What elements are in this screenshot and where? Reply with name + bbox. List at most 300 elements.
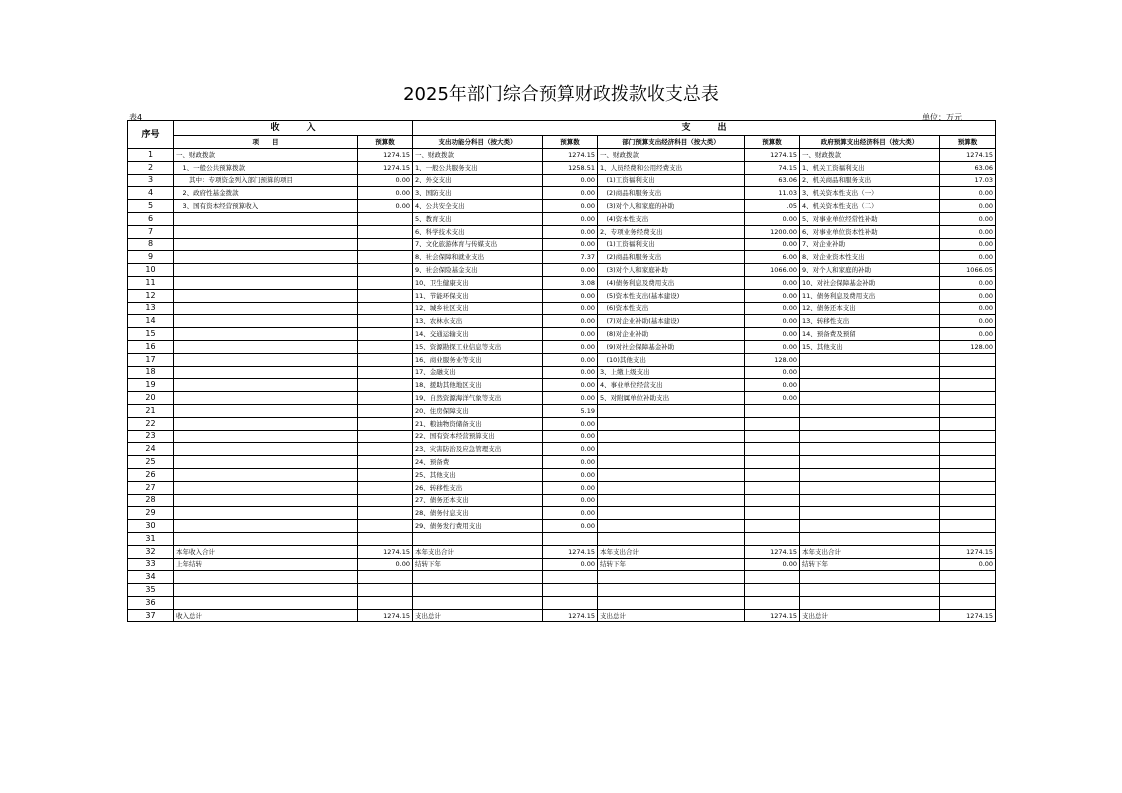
func-class-value: 0.00 (543, 353, 598, 366)
gov-econ-item (800, 417, 940, 430)
dept-econ-value: 0.00 (745, 289, 800, 302)
gov-econ-item: 5、对事业单位经常性补助 (800, 212, 940, 225)
row-number: 1 (128, 149, 174, 162)
gov-econ-item (800, 481, 940, 494)
income-value (358, 456, 413, 469)
func-class-value (543, 596, 598, 609)
income-item (174, 456, 358, 469)
func-class-value: 0.00 (543, 430, 598, 443)
dept-econ-value: .05 (745, 200, 800, 213)
dept-econ-item: (10)其他支出 (598, 353, 745, 366)
dept-econ-value: 1274.15 (745, 609, 800, 622)
dept-econ-value (745, 404, 800, 417)
row-number: 15 (128, 328, 174, 341)
income-value (358, 302, 413, 315)
page-title: 2025年部门综合预算财政拨款收支总表 (403, 84, 719, 105)
gov-econ-value: 1066.05 (940, 264, 996, 277)
gov-econ-item: 一、财政拨款 (800, 149, 940, 162)
gov-econ-item (800, 584, 940, 597)
func-class-item: 5、教育支出 (413, 212, 543, 225)
gov-econ-item (800, 520, 940, 533)
gov-econ-value (940, 494, 996, 507)
dept-econ-value: 0.00 (745, 238, 800, 251)
income-item (174, 507, 358, 520)
income-value (358, 366, 413, 379)
gov-econ-item: 8、对企业资本性支出 (800, 251, 940, 264)
income-item (174, 264, 358, 277)
table-row (128, 404, 996, 417)
dept-econ-value: 0.00 (745, 212, 800, 225)
income-item (174, 289, 358, 302)
item-header: 项 目 (174, 136, 358, 149)
dept-econ-item: 一、财政拨款 (598, 149, 745, 162)
func-class-value: 0.00 (543, 302, 598, 315)
dept-econ-value: 0.00 (745, 558, 800, 571)
dept-econ-item: (2)商品和服务支出 (598, 187, 745, 200)
gov-econ-item (800, 353, 940, 366)
row-number: 25 (128, 456, 174, 469)
income-item (174, 366, 358, 379)
gov-econ-value (940, 366, 996, 379)
dept-econ-item: (9)对社会保障基金补助 (598, 340, 745, 353)
dept-econ-value: 0.00 (745, 340, 800, 353)
dept-econ-item (598, 596, 745, 609)
row-number: 23 (128, 430, 174, 443)
func-class-value: 0.00 (543, 212, 598, 225)
table-row (128, 417, 996, 430)
dept-econ-item: (4)债务利息及费用支出 (598, 276, 745, 289)
func-class-value: 0.00 (543, 392, 598, 405)
func-class-item: 3、国防支出 (413, 187, 543, 200)
table-row (128, 225, 996, 238)
income-value (358, 571, 413, 584)
gov-econ-value (940, 404, 996, 417)
row-number: 24 (128, 443, 174, 456)
gov-econ-value (940, 443, 996, 456)
gov-econ-value (940, 392, 996, 405)
gov-econ-item: 10、对社会保障基金补助 (800, 276, 940, 289)
dept-econ-item (598, 532, 745, 545)
gov-budget-header: 预算数 (940, 136, 996, 149)
table-row (128, 481, 996, 494)
dept-econ-value: 11.03 (745, 187, 800, 200)
income-item (174, 404, 358, 417)
dept-econ-header: 部门预算支出经济科目（按大类） (598, 136, 745, 149)
func-class-value: 0.00 (543, 340, 598, 353)
income-item (174, 328, 358, 341)
dept-econ-value (745, 481, 800, 494)
gov-econ-item: 6、对事业单位资本性补助 (800, 225, 940, 238)
income-item (174, 392, 358, 405)
row-number: 37 (128, 609, 174, 622)
gov-econ-value (940, 481, 996, 494)
row-number: 31 (128, 532, 174, 545)
dept-econ-value (745, 417, 800, 430)
gov-econ-value (940, 430, 996, 443)
dept-econ-item: 支出总计 (598, 609, 745, 622)
table-row (128, 456, 996, 469)
func-class-value: 3.08 (543, 276, 598, 289)
income-value: 0.00 (358, 200, 413, 213)
func-class-value: 0.00 (543, 494, 598, 507)
gov-econ-item: 9、对个人和家庭的补助 (800, 264, 940, 277)
income-item (174, 571, 358, 584)
dept-econ-value: 1274.15 (745, 149, 800, 162)
dept-econ-item (598, 520, 745, 533)
dept-econ-item (598, 456, 745, 469)
row-number: 3 (128, 174, 174, 187)
gov-econ-item: 15、其他支出 (800, 340, 940, 353)
dept-econ-value: 1274.15 (745, 545, 800, 558)
func-class-item: 11、节能环保支出 (413, 289, 543, 302)
dept-econ-value: 128.00 (745, 353, 800, 366)
gov-econ-value (940, 456, 996, 469)
table-row (128, 532, 996, 545)
gov-econ-value (940, 596, 996, 609)
func-class-item: 支出总计 (413, 609, 543, 622)
gov-econ-item: 4、机关资本性支出（二） (800, 200, 940, 213)
func-class-item: 21、粮油物资储备支出 (413, 417, 543, 430)
income-value: 1274.15 (358, 161, 413, 174)
table-row (128, 596, 996, 609)
row-number: 2 (128, 161, 174, 174)
func-class-value (543, 532, 598, 545)
income-value: 1274.15 (358, 545, 413, 558)
func-class-value: 0.00 (543, 225, 598, 238)
gov-econ-value: 128.00 (940, 340, 996, 353)
income-value (358, 584, 413, 597)
income-value (358, 520, 413, 533)
income-value (358, 340, 413, 353)
dept-econ-item: 4、事业单位经营支出 (598, 379, 745, 392)
row-number: 28 (128, 494, 174, 507)
income-value (358, 289, 413, 302)
dept-econ-item: (8)对企业补助 (598, 328, 745, 341)
func-class-value: 0.00 (543, 379, 598, 392)
income-item (174, 276, 358, 289)
gov-econ-value: 0.00 (940, 225, 996, 238)
dept-econ-value (745, 596, 800, 609)
income-item (174, 315, 358, 328)
func-class-value: 0.00 (543, 289, 598, 302)
gov-econ-item: 2、机关商品和服务支出 (800, 174, 940, 187)
row-number: 9 (128, 251, 174, 264)
func-class-value: 0.00 (543, 187, 598, 200)
dept-econ-value (745, 443, 800, 456)
gov-econ-value (940, 532, 996, 545)
dept-econ-value: 0.00 (745, 392, 800, 405)
table-row (128, 430, 996, 443)
dept-econ-value: 0.00 (745, 276, 800, 289)
table-row (128, 571, 996, 584)
gov-econ-value: 0.00 (940, 328, 996, 341)
dept-econ-item (598, 571, 745, 584)
func-class-value: 1274.15 (543, 609, 598, 622)
income-item: 一、财政拨款 (174, 149, 358, 162)
dept-econ-item: (2)商品和服务支出 (598, 251, 745, 264)
func-class-value (543, 584, 598, 597)
gov-econ-value: 0.00 (940, 315, 996, 328)
income-item: 收入总计 (174, 609, 358, 622)
gov-econ-value: 17.03 (940, 174, 996, 187)
func-class-item: 2、外交支出 (413, 174, 543, 187)
row-number: 12 (128, 289, 174, 302)
gov-econ-item: 支出总计 (800, 609, 940, 622)
income-value (358, 417, 413, 430)
table-row (128, 161, 996, 174)
dept-econ-item (598, 443, 745, 456)
income-value: 1274.15 (358, 609, 413, 622)
dept-econ-item (598, 507, 745, 520)
dept-econ-item (598, 494, 745, 507)
income-item: 本年收入合计 (174, 545, 358, 558)
dept-econ-value: 1066.00 (745, 264, 800, 277)
gov-econ-header: 政府预算支出经济科目（按大类） (800, 136, 940, 149)
row-number: 26 (128, 468, 174, 481)
gov-econ-item (800, 430, 940, 443)
gov-econ-value (940, 520, 996, 533)
table-row (128, 200, 996, 213)
income-value (358, 481, 413, 494)
income-item (174, 212, 358, 225)
income-budget-header: 预算数 (358, 136, 413, 149)
func-class-item: 4、公共安全支出 (413, 200, 543, 213)
income-item (174, 532, 358, 545)
table-row (128, 251, 996, 264)
income-value (358, 507, 413, 520)
dept-econ-item (598, 430, 745, 443)
row-number: 20 (128, 392, 174, 405)
func-class-item: 1、一般公共服务支出 (413, 161, 543, 174)
income-item (174, 238, 358, 251)
gov-econ-item (800, 392, 940, 405)
gov-econ-item: 结转下年 (800, 558, 940, 571)
income-value (358, 532, 413, 545)
table-row (128, 353, 996, 366)
dept-econ-item (598, 584, 745, 597)
gov-econ-item: 14、预备费及预留 (800, 328, 940, 341)
income-item (174, 379, 358, 392)
gov-econ-value (940, 507, 996, 520)
row-number: 13 (128, 302, 174, 315)
gov-econ-value (940, 417, 996, 430)
gov-econ-item (800, 366, 940, 379)
row-number: 33 (128, 558, 174, 571)
func-class-header: 支出功能分科目（按大类） (413, 136, 543, 149)
income-value: 0.00 (358, 187, 413, 200)
income-value (358, 328, 413, 341)
func-class-item: 8、社会保障和就业支出 (413, 251, 543, 264)
func-class-item: 9、社会保险基金支出 (413, 264, 543, 277)
func-class-value: 1274.15 (543, 545, 598, 558)
income-value (358, 276, 413, 289)
gov-econ-value: 0.00 (940, 558, 996, 571)
dept-econ-item: (6)资本性支出 (598, 302, 745, 315)
func-class-value: 0.00 (543, 507, 598, 520)
dept-econ-value (745, 430, 800, 443)
row-number: 34 (128, 571, 174, 584)
gov-econ-item: 13、转移性支出 (800, 315, 940, 328)
dept-econ-item: 5、对附属单位补助支出 (598, 392, 745, 405)
income-item (174, 584, 358, 597)
table-row (128, 494, 996, 507)
gov-econ-item: 3、机关资本性支出（一） (800, 187, 940, 200)
income-value (358, 251, 413, 264)
income-item: 3、国有资本经营预算收入 (174, 200, 358, 213)
row-number: 22 (128, 417, 174, 430)
gov-econ-value: 1274.15 (940, 545, 996, 558)
table-row (128, 545, 996, 558)
gov-econ-item (800, 443, 940, 456)
gov-econ-item (800, 404, 940, 417)
dept-econ-value: 6.00 (745, 251, 800, 264)
table-row (128, 276, 996, 289)
func-class-value: 0.00 (543, 315, 598, 328)
func-class-value: 0.00 (543, 200, 598, 213)
row-number: 10 (128, 264, 174, 277)
func-class-item: 16、商业服务业等支出 (413, 353, 543, 366)
income-item (174, 443, 358, 456)
dept-econ-item (598, 417, 745, 430)
gov-econ-value (940, 571, 996, 584)
income-item: 2、政府性基金拨款 (174, 187, 358, 200)
dept-econ-value (745, 532, 800, 545)
income-item (174, 520, 358, 533)
row-number: 7 (128, 225, 174, 238)
gov-econ-value: 0.00 (940, 200, 996, 213)
income-item (174, 302, 358, 315)
gov-econ-value (940, 379, 996, 392)
gov-econ-item (800, 494, 940, 507)
income-item: 其中：专项资金列入部门预算的项目 (174, 174, 358, 187)
income-item (174, 481, 358, 494)
row-number: 19 (128, 379, 174, 392)
dept-econ-value: 0.00 (745, 328, 800, 341)
gov-econ-item (800, 596, 940, 609)
dept-econ-item (598, 404, 745, 417)
func-class-value: 0.00 (543, 558, 598, 571)
row-number: 4 (128, 187, 174, 200)
income-item (174, 596, 358, 609)
dept-econ-value (745, 468, 800, 481)
func-class-item: 18、援助其他地区支出 (413, 379, 543, 392)
func-class-item: 结转下年 (413, 558, 543, 571)
func-class-item: 26、转移性支出 (413, 481, 543, 494)
table-row (128, 238, 996, 251)
income-value (358, 443, 413, 456)
func-class-item: 29、债务发行费用支出 (413, 520, 543, 533)
dept-econ-value: 1200.00 (745, 225, 800, 238)
gov-econ-item (800, 468, 940, 481)
func-class-value: 7.37 (543, 251, 598, 264)
table-row (128, 366, 996, 379)
income-value (358, 404, 413, 417)
func-class-item: 28、债务付息支出 (413, 507, 543, 520)
table-row (128, 302, 996, 315)
func-class-item (413, 571, 543, 584)
dept-econ-value (745, 584, 800, 597)
table-row (128, 379, 996, 392)
income-value (358, 379, 413, 392)
row-number: 30 (128, 520, 174, 533)
func-class-item (413, 532, 543, 545)
table-body (128, 149, 996, 622)
income-value (358, 264, 413, 277)
income-value (358, 494, 413, 507)
income-item (174, 340, 358, 353)
func-class-value: 0.00 (543, 328, 598, 341)
income-value (358, 212, 413, 225)
func-class-value: 0.00 (543, 264, 598, 277)
dept-econ-item: (7)对企业补助(基本建设) (598, 315, 745, 328)
income-header: 收 入 (174, 121, 413, 136)
func-class-item: 17、金融支出 (413, 366, 543, 379)
func-class-value: 1274.15 (543, 149, 598, 162)
func-class-item: 6、科学技术支出 (413, 225, 543, 238)
dept-econ-value: 74.15 (745, 161, 800, 174)
row-number: 35 (128, 584, 174, 597)
table-row (128, 443, 996, 456)
table-row (128, 187, 996, 200)
func-class-item: 12、城乡社区支出 (413, 302, 543, 315)
income-value (358, 353, 413, 366)
dept-econ-value: 0.00 (745, 366, 800, 379)
table-row (128, 289, 996, 302)
gov-econ-value: 0.00 (940, 251, 996, 264)
row-number: 21 (128, 404, 174, 417)
gov-econ-value: 0.00 (940, 212, 996, 225)
budget-table (127, 120, 996, 622)
func-class-value: 0.00 (543, 468, 598, 481)
seq-header: 序号 (128, 121, 174, 149)
func-class-value: 1258.51 (543, 161, 598, 174)
income-value (358, 430, 413, 443)
income-value (358, 238, 413, 251)
income-value: 0.00 (358, 558, 413, 571)
gov-econ-value: 0.00 (940, 289, 996, 302)
dept-econ-value (745, 494, 800, 507)
gov-econ-value: 63.06 (940, 161, 996, 174)
dept-econ-item: (4)资本性支出 (598, 212, 745, 225)
dept-econ-value (745, 571, 800, 584)
row-number: 36 (128, 596, 174, 609)
func-class-item: 22、国有资本经营预算支出 (413, 430, 543, 443)
row-number: 16 (128, 340, 174, 353)
gov-econ-item: 本年支出合计 (800, 545, 940, 558)
income-item: 上年结转 (174, 558, 358, 571)
func-class-value: 5.19 (543, 404, 598, 417)
income-item: 1、一般公共预算拨款 (174, 161, 358, 174)
func-class-item: 23、灾害防治及应急管理支出 (413, 443, 543, 456)
gov-econ-item: 7、对企业补助 (800, 238, 940, 251)
func-class-item: 一、财政拨款 (413, 149, 543, 162)
table-row (128, 174, 996, 187)
dept-econ-item: 本年支出合计 (598, 545, 745, 558)
gov-econ-value: 1274.15 (940, 149, 996, 162)
income-item (174, 251, 358, 264)
func-class-item: 15、资源勘探工业信息等支出 (413, 340, 543, 353)
row-number: 18 (128, 366, 174, 379)
unit-label: 单位：万元 (922, 113, 962, 122)
dept-econ-value (745, 520, 800, 533)
func-class-item: 19、自然资源海洋气象等支出 (413, 392, 543, 405)
table-row (128, 609, 996, 622)
income-value: 1274.15 (358, 149, 413, 162)
func-budget-header: 预算数 (543, 136, 598, 149)
dept-econ-value: 0.00 (745, 302, 800, 315)
dept-econ-item: 1、人员经费和公用经费支出 (598, 161, 745, 174)
gov-econ-item: 1、机关工资福利支出 (800, 161, 940, 174)
